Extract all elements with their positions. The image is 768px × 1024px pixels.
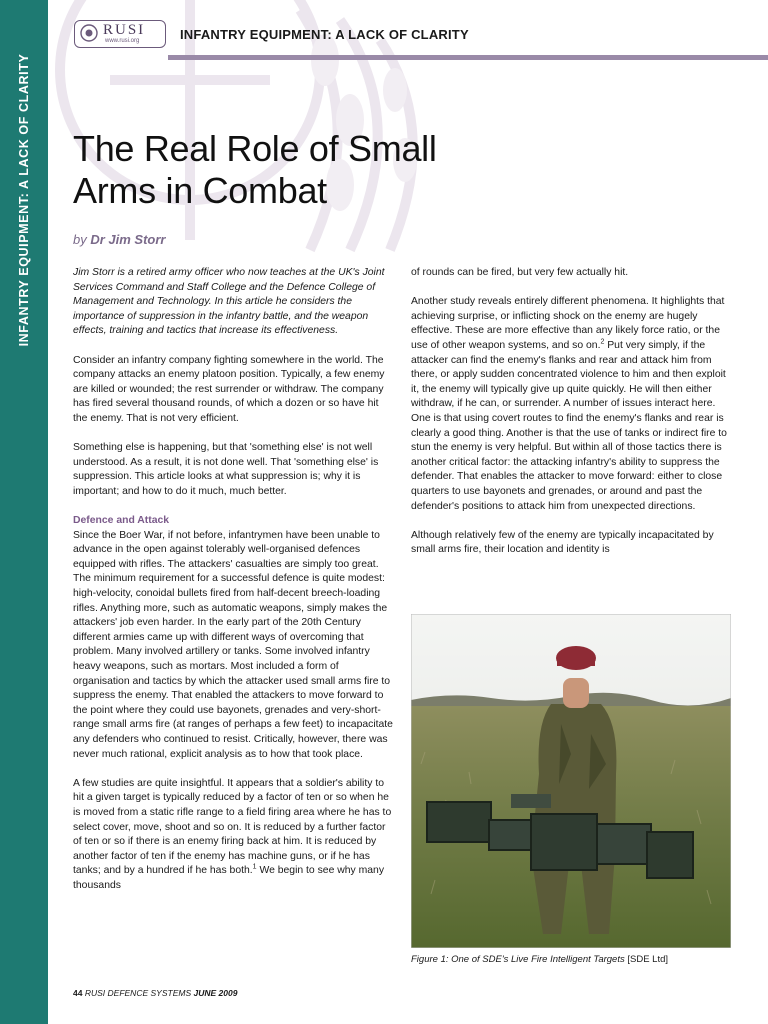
footer-publication: RUSI DEFENCE SYSTEMS (84, 988, 192, 998)
studies-text: A few studies are quite insightful. It appears that a soldier's ability to hit a given target is typically reduced by a factor of ten or so when he is moved from a static rifle range to a field firing area where he has to select cover, move, shoot and so on. It is reduced by a further factor of ten or so if there is an enemy firing back at him. It is reduced by another factor of ten if the enemy has machine guns, or if he has tanks; and by a hundred if he has both. (73, 777, 392, 877)
rusi-logo (74, 20, 166, 48)
footnote-ref-1: 1 (252, 863, 257, 871)
crest-icon (80, 24, 98, 42)
left-column (73, 266, 395, 908)
footnote-ref-2: 2 (600, 338, 605, 346)
body-paragraph-1: Consider an infantry company fighting somewhere in the world. The company attacks an enemy platoon position. Typically, a few enemy are killed or wounded; the rest surrender or withdraw. The company has fired several thousand rounds, of which a dozen or so have hit the enemy. That is not very efficient. (73, 354, 385, 424)
footer-date: JUNE 2009 (193, 988, 238, 998)
intro-paragraph: Jim Storr is a retired army officer who now teaches at the UK's Joint Services Command and Staff College and the Defence College of Management and Technology. In this article he considers the importance of suppression in the infantry battle, and the weapon effects, training and tactics that increase its effectiveness. (73, 267, 385, 337)
byline (73, 232, 166, 247)
figure-caption (411, 954, 668, 965)
studies-tail: We begin to see why many thousands (73, 865, 385, 891)
para6-rest: Put very simply, if the attacker can find the enemy's flanks and rear and attack him from there, or apply sudden concentrated violence to him and then exploit it, the enemy will typically give up quite quickly. He will then either withdraw, if he can, or surrender. A number of issues interact here. One is that using covert routes to find the enemy's flanks and rear is clearly a good thing. Another is that the use of tanks or indirect fire to stun the enemy is very helpful. But within all of those tactics there is another critical factor: the attacking infantry's ability to suppress the defender. That enables the attacker to move forward: either to close quarters to use bayonets and grenades, or around and past the defender's positions to attack him from unexpected directions. (411, 339, 727, 512)
body-paragraph-5: of rounds can be fired, but very few actually hit. (411, 267, 629, 278)
subheading-defence-and-attack: Defence and Attack (73, 515, 170, 527)
header-rule (168, 55, 768, 60)
body-paragraph-7: Although relatively few of the enemy are typically incapacitated by small arms fire, their location and identity is (411, 529, 714, 556)
right-column (411, 266, 735, 572)
figure-photo (411, 614, 731, 948)
caption-text: Figure 1: One of SDE's Live Fire Intelligent Targets (411, 954, 625, 965)
article-title (73, 128, 437, 212)
caption-credit: [SDE Ltd] (627, 954, 669, 965)
byline-author: Dr Jim Storr (90, 232, 166, 247)
page-footer (73, 988, 237, 998)
side-label: INFANTRY EQUIPMENT: A LACK OF CLARITY (17, 53, 31, 347)
logo-url: www.rusi.org (105, 38, 140, 44)
byline-prefix: by (73, 232, 87, 247)
title-line-1: The Real Role of Small (73, 128, 437, 169)
body-paragraph-2: Something else is happening, but that 'something else' is not well understood. As a result, it is not done well. That 'something else' is suppression. This article looks at what suppression is; why it is important; and how to do it much, much better. (73, 442, 379, 497)
body-paragraph-6 (411, 295, 735, 514)
body-paragraph-4 (73, 777, 395, 894)
body-paragraph-3: Since the Boer War, if not before, infantrymen have been unable to advance in the open against tolerably well-organised defences equipped with rifles. The attackers' casualties are simply too great. The minimum requirement for a successful defence is quite modest: high-velocity, conoidal bullets fired from half-decent breech-loading rifles. Anything more, such as automatic weapons, simply makes the attackers' job even harder. In the early part of the 20th Century different armies came up with different ways of overcoming that problem. Many involved artillery or tanks. Some involved infantry heavy weapons, such as mortars. Most included a form of organisation and tactics by which the attacker used small arms fire to suppress the enemy. That enabled the attackers to move forward to the point where they could use bayonets, grenades and very-short-range small arms fire (at ranges of perhaps a few feet) to incapacitate any defenders who continued to resist. Critically, however, there was never much rational, explicit analysis as to how that took place. (73, 529, 393, 760)
logo-name: RUSI (103, 22, 146, 38)
page-number: 44 (73, 988, 83, 998)
title-line-2: Arms in Combat (73, 170, 327, 211)
para6-start: Another study reveals entirely different phenomena. It highlights that achieving surprise, or inflicting shock on the enemy are hugely effective. These are more effective than any likely force ratio, or the use of other weapon systems, and so on. (411, 296, 725, 351)
section-title: INFANTRY EQUIPMENT: A LACK OF CLARITY (180, 27, 469, 42)
